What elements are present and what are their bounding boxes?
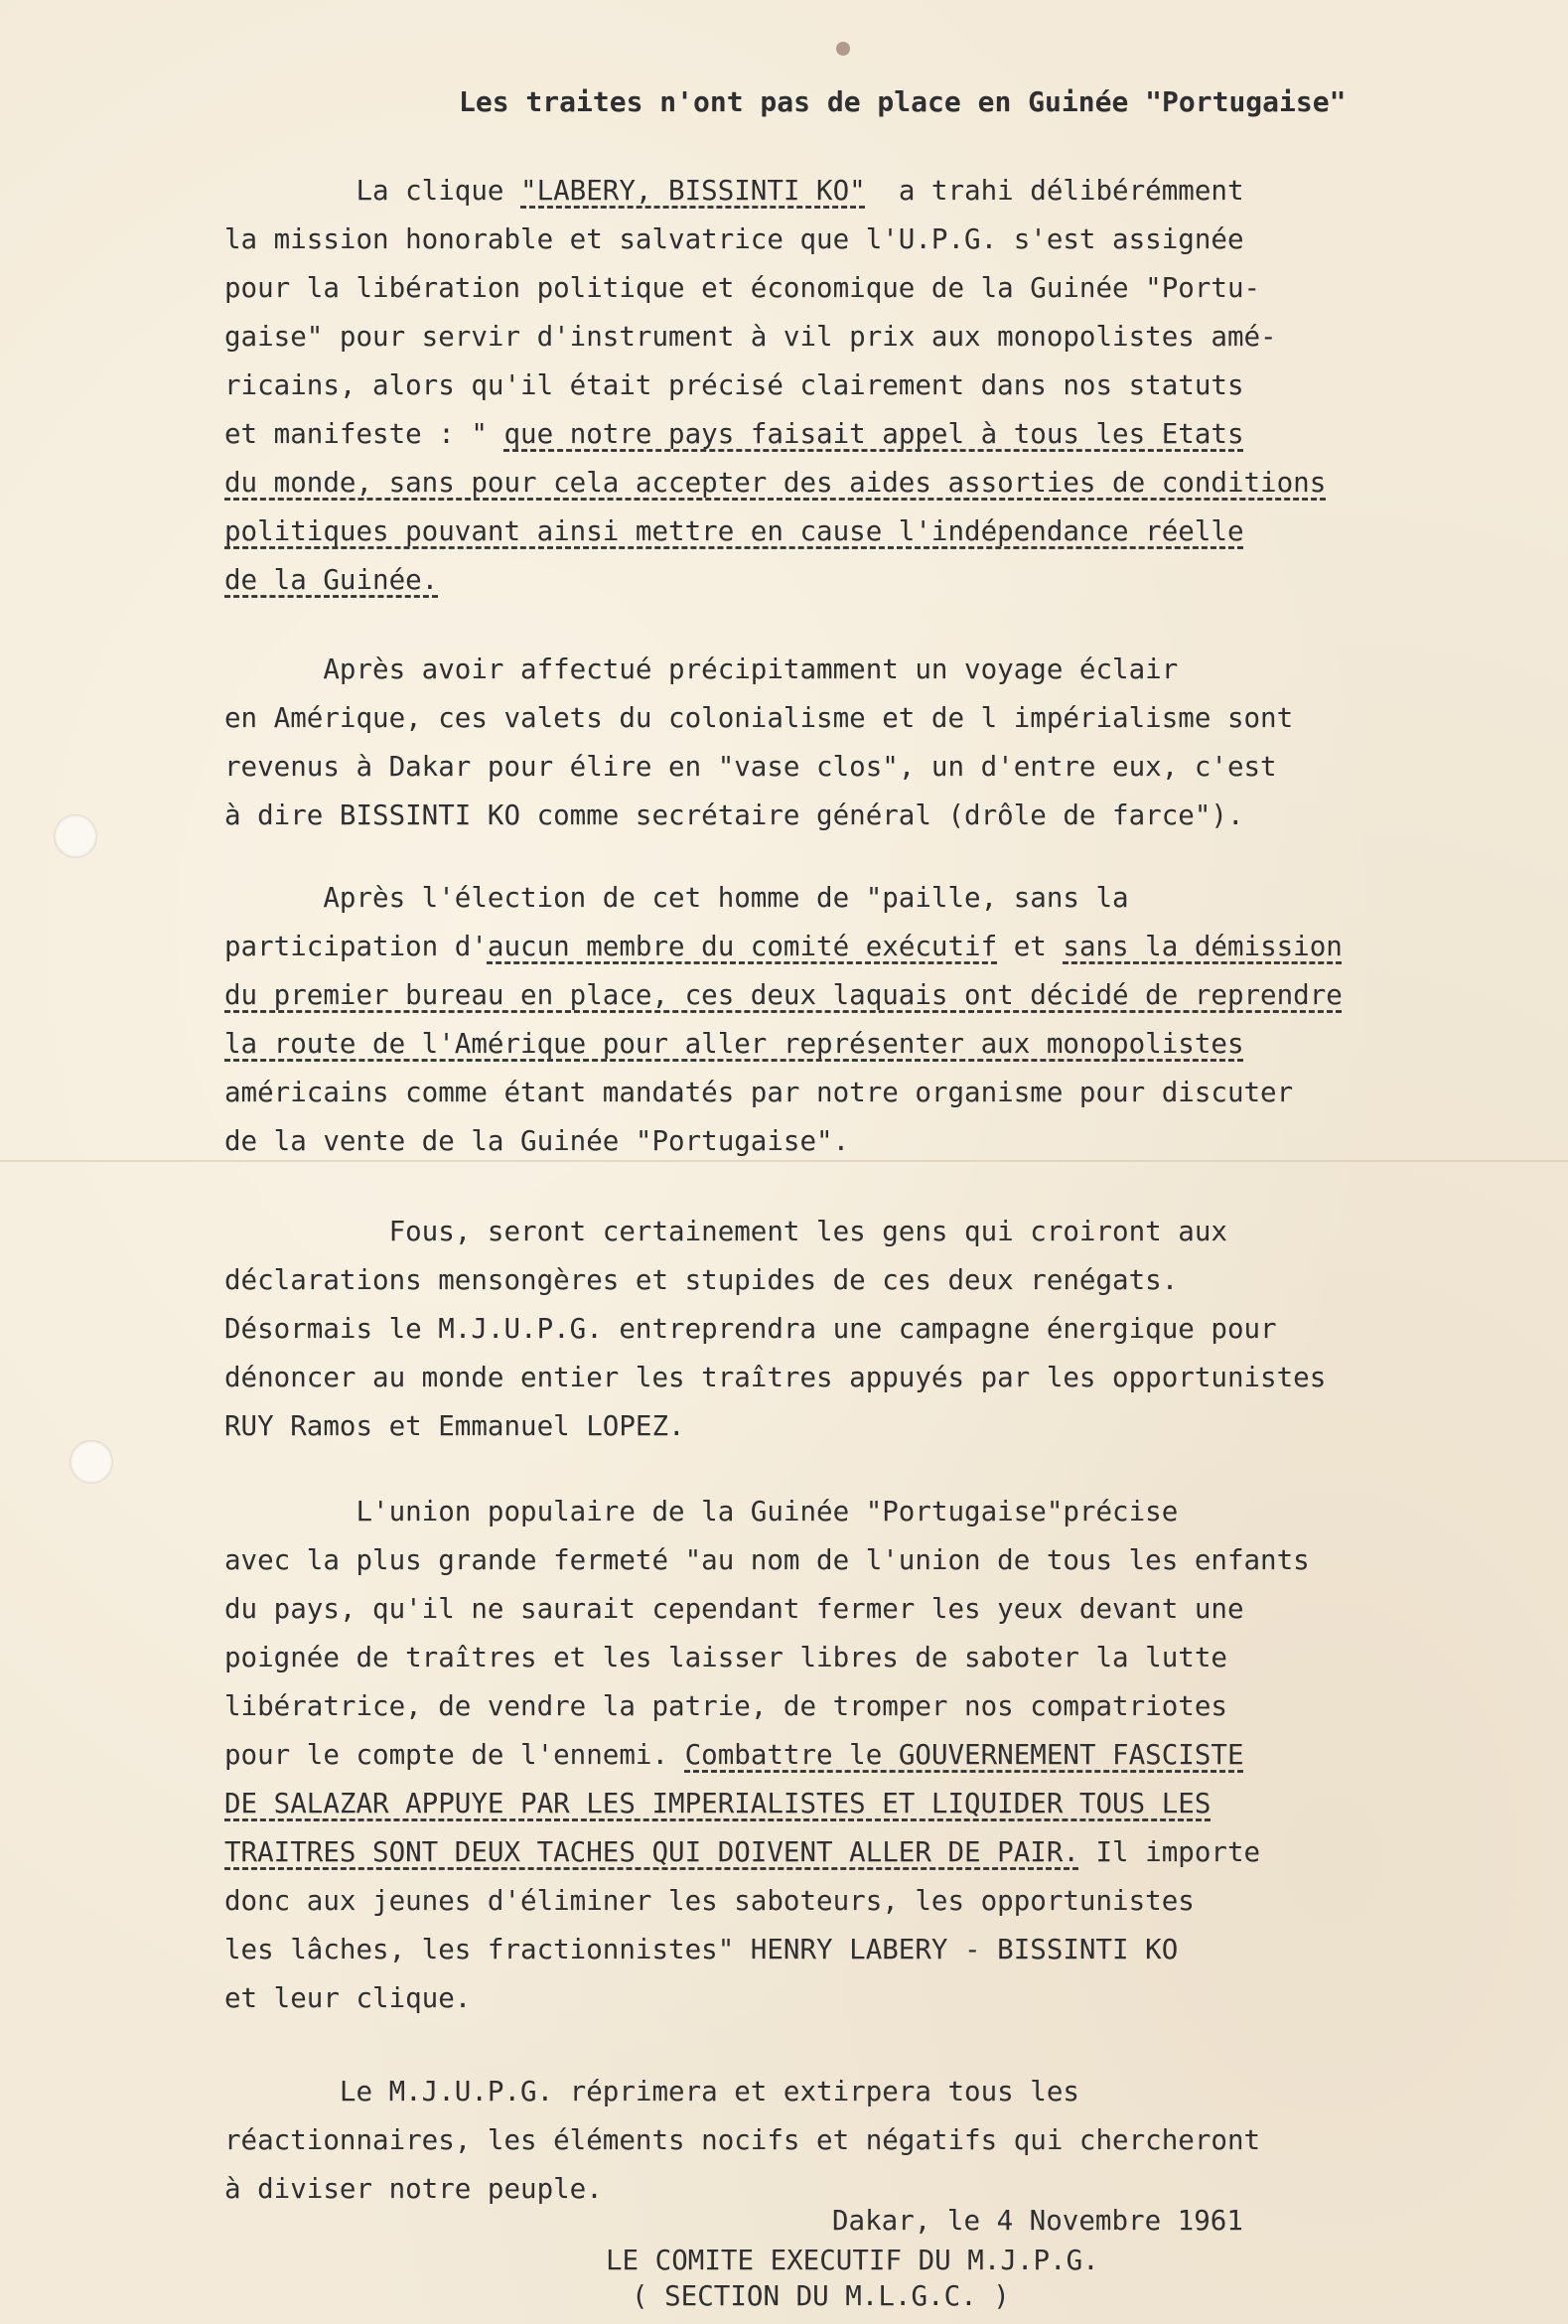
text-line [224, 1585, 1310, 1634]
text-segment: RUY Ramos et Emmanuel LOPEZ. [224, 1410, 685, 1442]
text-line [224, 264, 1326, 313]
text-line [224, 1020, 1343, 1069]
text-segment: ricains, alors qu'il était précisé clairement dans nos statuts [224, 369, 1244, 401]
paragraph-3 [224, 874, 1343, 1166]
text-line [224, 216, 1326, 264]
text-segment: revenus à Dakar pour élire en "vase clos", un d'entre eux, c'est [224, 751, 1277, 783]
text-line [224, 1208, 1326, 1256]
text-segment: à diviser notre peuple. [224, 2173, 603, 2205]
text-segment: libératrice, de vendre la patrie, de tromper nos compatriotes [224, 1690, 1227, 1722]
text-line [224, 2068, 1260, 2116]
signoff-date: Dakar, le 4 Novembre 1961 [832, 2205, 1243, 2237]
text-line [224, 1069, 1343, 1117]
underlined-text: de la Guinée. [224, 564, 439, 596]
text-segment: avec la plus grande fermeté "au nom de l'union de tous les enfants [224, 1544, 1310, 1576]
text-line [224, 1117, 1343, 1166]
paragraph-5 [224, 1488, 1310, 2023]
text-line [224, 874, 1343, 923]
text-segment: a trahi délibérémment [865, 175, 1244, 207]
text-line [224, 743, 1293, 792]
underlined-text: que notre pays faisait appel à tous les Etats [503, 418, 1244, 450]
underlined-text: du monde, sans pour cela accepter des aides assorties de conditions [224, 467, 1327, 499]
text-segment: en Amérique, ces valets du colonialisme et de l impérialisme sont [224, 702, 1294, 734]
text-line [224, 459, 1326, 508]
text-segment: et manifeste : " [224, 418, 504, 450]
text-line [224, 646, 1293, 694]
text-segment: Il importe [1078, 1836, 1261, 1868]
text-segment: pour la libération politique et économique de la Guinée "Portu- [224, 272, 1261, 304]
text-segment: de la vente de la Guinée "Portugaise". [224, 1125, 850, 1157]
text-segment: réactionnaires, les éléments nocifs et négatifs qui chercheront [224, 2124, 1261, 2156]
underlined-text: TRAITRES SONT DEUX TACHES QUI DOIVENT ALLER DE PAIR. [224, 1836, 1079, 1868]
underlined-text: "LABERY, BISSINTI KO" [520, 175, 866, 207]
text-line [224, 792, 1293, 840]
signoff-section: ( SECTION DU M.L.G.C. ) [632, 2280, 1010, 2312]
signoff-committee: LE COMITE EXECUTIF DU M.J.P.G. [606, 2245, 1099, 2276]
paragraph-4 [224, 1208, 1326, 1451]
text-segment: et leur clique. [224, 1982, 472, 2014]
document-title: Les traites n'ont pas de place en Guinée "Portugaise" [459, 85, 1347, 118]
text-line [224, 1536, 1310, 1585]
text-segment: pour le compte de l'ennemi. [224, 1739, 685, 1771]
text-line [224, 556, 1326, 605]
text-line [224, 1634, 1310, 1682]
text-line [224, 1926, 1310, 1974]
text-line [224, 923, 1343, 971]
text-segment: L'union populaire de la Guinée "Portugaise"précise [224, 1496, 1179, 1527]
underlined-text: Combattre le GOUVERNEMENT FASCISTE [684, 1739, 1244, 1771]
text-segment: donc aux jeunes d'éliminer les saboteurs, les opportunistes [224, 1885, 1195, 1917]
text-segment: Après avoir affectué précipitamment un voyage éclair [224, 654, 1179, 685]
text-line [224, 1256, 1326, 1305]
text-line [224, 410, 1326, 459]
text-line [224, 1682, 1310, 1731]
text-segment: et [997, 931, 1064, 962]
paragraph-2 [224, 646, 1293, 840]
punch-hole [70, 1440, 113, 1484]
text-segment: La clique [224, 175, 521, 207]
text-segment: du pays, qu'il ne saurait cependant fermer les yeux devant une [224, 1593, 1244, 1625]
underlined-text: DE SALAZAR APPUYE PAR LES IMPERIALISTES ET LIQUIDER TOUS LES [224, 1788, 1212, 1819]
text-segment: la mission honorable et salvatrice que l'U.P.G. s'est assignée [224, 223, 1244, 255]
text-segment: américains comme étant mandatés par notre organisme pour discuter [224, 1077, 1294, 1108]
underlined-text: la route de l'Amérique pour aller représenter aux monopolistes [224, 1028, 1244, 1060]
paragraph-6 [224, 2068, 1260, 2214]
text-line [224, 1877, 1310, 1926]
ink-speck [836, 42, 850, 56]
text-line [224, 1305, 1326, 1354]
text-line [224, 1780, 1310, 1828]
text-segment: Désormais le M.J.U.P.G. entreprendra une campagne énergique pour [224, 1313, 1277, 1345]
text-segment: Fous, seront certainement les gens qui croiront aux [224, 1216, 1227, 1247]
punch-hole [54, 814, 97, 858]
paragraph-1 [224, 167, 1326, 605]
text-line [224, 508, 1326, 556]
text-line [224, 1731, 1310, 1780]
text-segment: déclarations mensongères et stupides de ces deux renégats. [224, 1264, 1179, 1296]
text-line [224, 1488, 1310, 1536]
text-line [224, 1828, 1310, 1877]
text-segment: gaise" pour servir d'instrument à vil prix aux monopolistes amé- [224, 321, 1277, 353]
underlined-text: du premier bureau en place, ces deux laquais ont décidé de reprendre [224, 979, 1343, 1011]
text-line [224, 694, 1293, 743]
text-segment: dénoncer au monde entier les traîtres appuyés par les opportunistes [224, 1362, 1327, 1393]
text-segment: poignée de traîtres et les laisser libres de saboter la lutte [224, 1642, 1227, 1673]
text-line [224, 2116, 1260, 2165]
text-segment: Après l'élection de cet homme de "paille, sans la [224, 882, 1129, 914]
text-line [224, 971, 1343, 1020]
text-segment: Le M.J.U.P.G. réprimera et extirpera tous les [224, 2076, 1079, 2107]
text-line [224, 362, 1326, 410]
underlined-text: aucun membre du comité exécutif [487, 931, 998, 962]
text-segment: les lâches, les fractionnistes" HENRY LABERY - BISSINTI KO [224, 1934, 1179, 1965]
underlined-text: politiques pouvant ainsi mettre en cause l'indépendance réelle [224, 515, 1244, 547]
text-line [224, 1354, 1326, 1402]
text-line [224, 1402, 1326, 1451]
text-line [224, 313, 1326, 362]
text-segment: à dire BISSINTI KO comme secrétaire général (drôle de farce"). [224, 799, 1244, 831]
text-line [224, 167, 1326, 216]
text-segment: participation d' [224, 931, 488, 962]
underlined-text: sans la démission [1063, 931, 1343, 962]
text-line [224, 1974, 1310, 2023]
